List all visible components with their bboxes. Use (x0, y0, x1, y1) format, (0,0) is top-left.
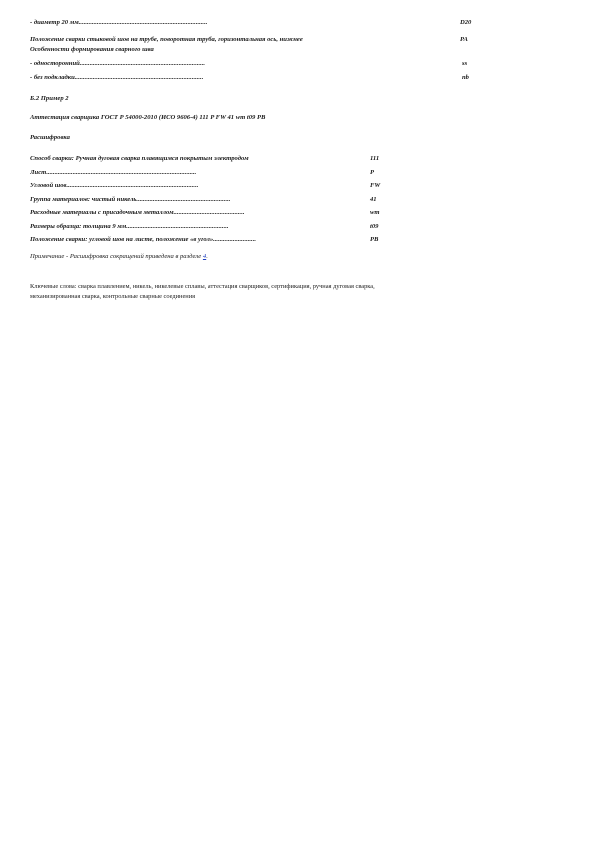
row-value: D20 (460, 19, 472, 26)
row-value: ss (462, 60, 468, 67)
decoding-label: Положение сварки: угловой шов на листе, положение «в угол».......................... (30, 236, 256, 243)
decoding-label: Способ сварки: Ручная дуговая сварка плавящимся покрытым электродом (30, 155, 249, 162)
row-label: Особенности формирования сварного шва (30, 46, 154, 53)
decoding-value: FW (370, 182, 381, 189)
keywords-line-1: Ключевые слова: сварка плавлением, никель, никелевые сплавы, аттестация сварщиков, сертификация, ручная дуговая сварка, (30, 283, 375, 290)
row-label: - диаметр 20 мм.............................................................................. (30, 19, 208, 26)
decoding-value: 41 (370, 195, 377, 203)
decoding-value: PB (370, 236, 379, 243)
row-value: nb (462, 74, 469, 81)
row-label: - без подкладки.............................................................................. (30, 74, 204, 81)
note-text: Примечание - Расшифровка сокращений приведена в разделе (30, 253, 202, 260)
section-title: Б.2 Пример 2 (30, 95, 69, 102)
decoding-value: P (370, 168, 375, 176)
decoding-value: wm (370, 209, 380, 216)
row-value: PA (460, 36, 468, 43)
decoding-title: Расшифровка (30, 134, 70, 141)
decoding-label: Расходные материалы с присадочным металлом........................................... (30, 209, 245, 216)
decoding-label: Лист........................................................................................... (30, 168, 197, 176)
decoding-value: t09 (370, 222, 379, 230)
decoding-label: Размеры образца: толщина 9 мм.............................................................. (30, 222, 229, 230)
row-label: Положение сварки стыковой шов на трубе, поворотная труба, горизонтальная ось, нижнее (30, 36, 303, 43)
decoding-value: 111 (370, 155, 380, 162)
note-tail: . (206, 253, 208, 260)
decoding-label: Группа материалов: чистый никель......................................................... (30, 195, 231, 203)
keywords-line-2: механизированная сварка, контрольные сварные соединения (30, 293, 196, 300)
decoding-label: Угловой шов................................................................................ (30, 182, 199, 189)
note-section-link[interactable]: 4 (202, 253, 207, 260)
row-label: - односторонний............................................................................ (30, 60, 206, 67)
designation-line: Аттестация сварщика ГОСТ Р 54000-2010 (ИСО 9606-4) 111 P FW 41 wm t09 PB (30, 114, 266, 121)
note-line (30, 252, 208, 261)
